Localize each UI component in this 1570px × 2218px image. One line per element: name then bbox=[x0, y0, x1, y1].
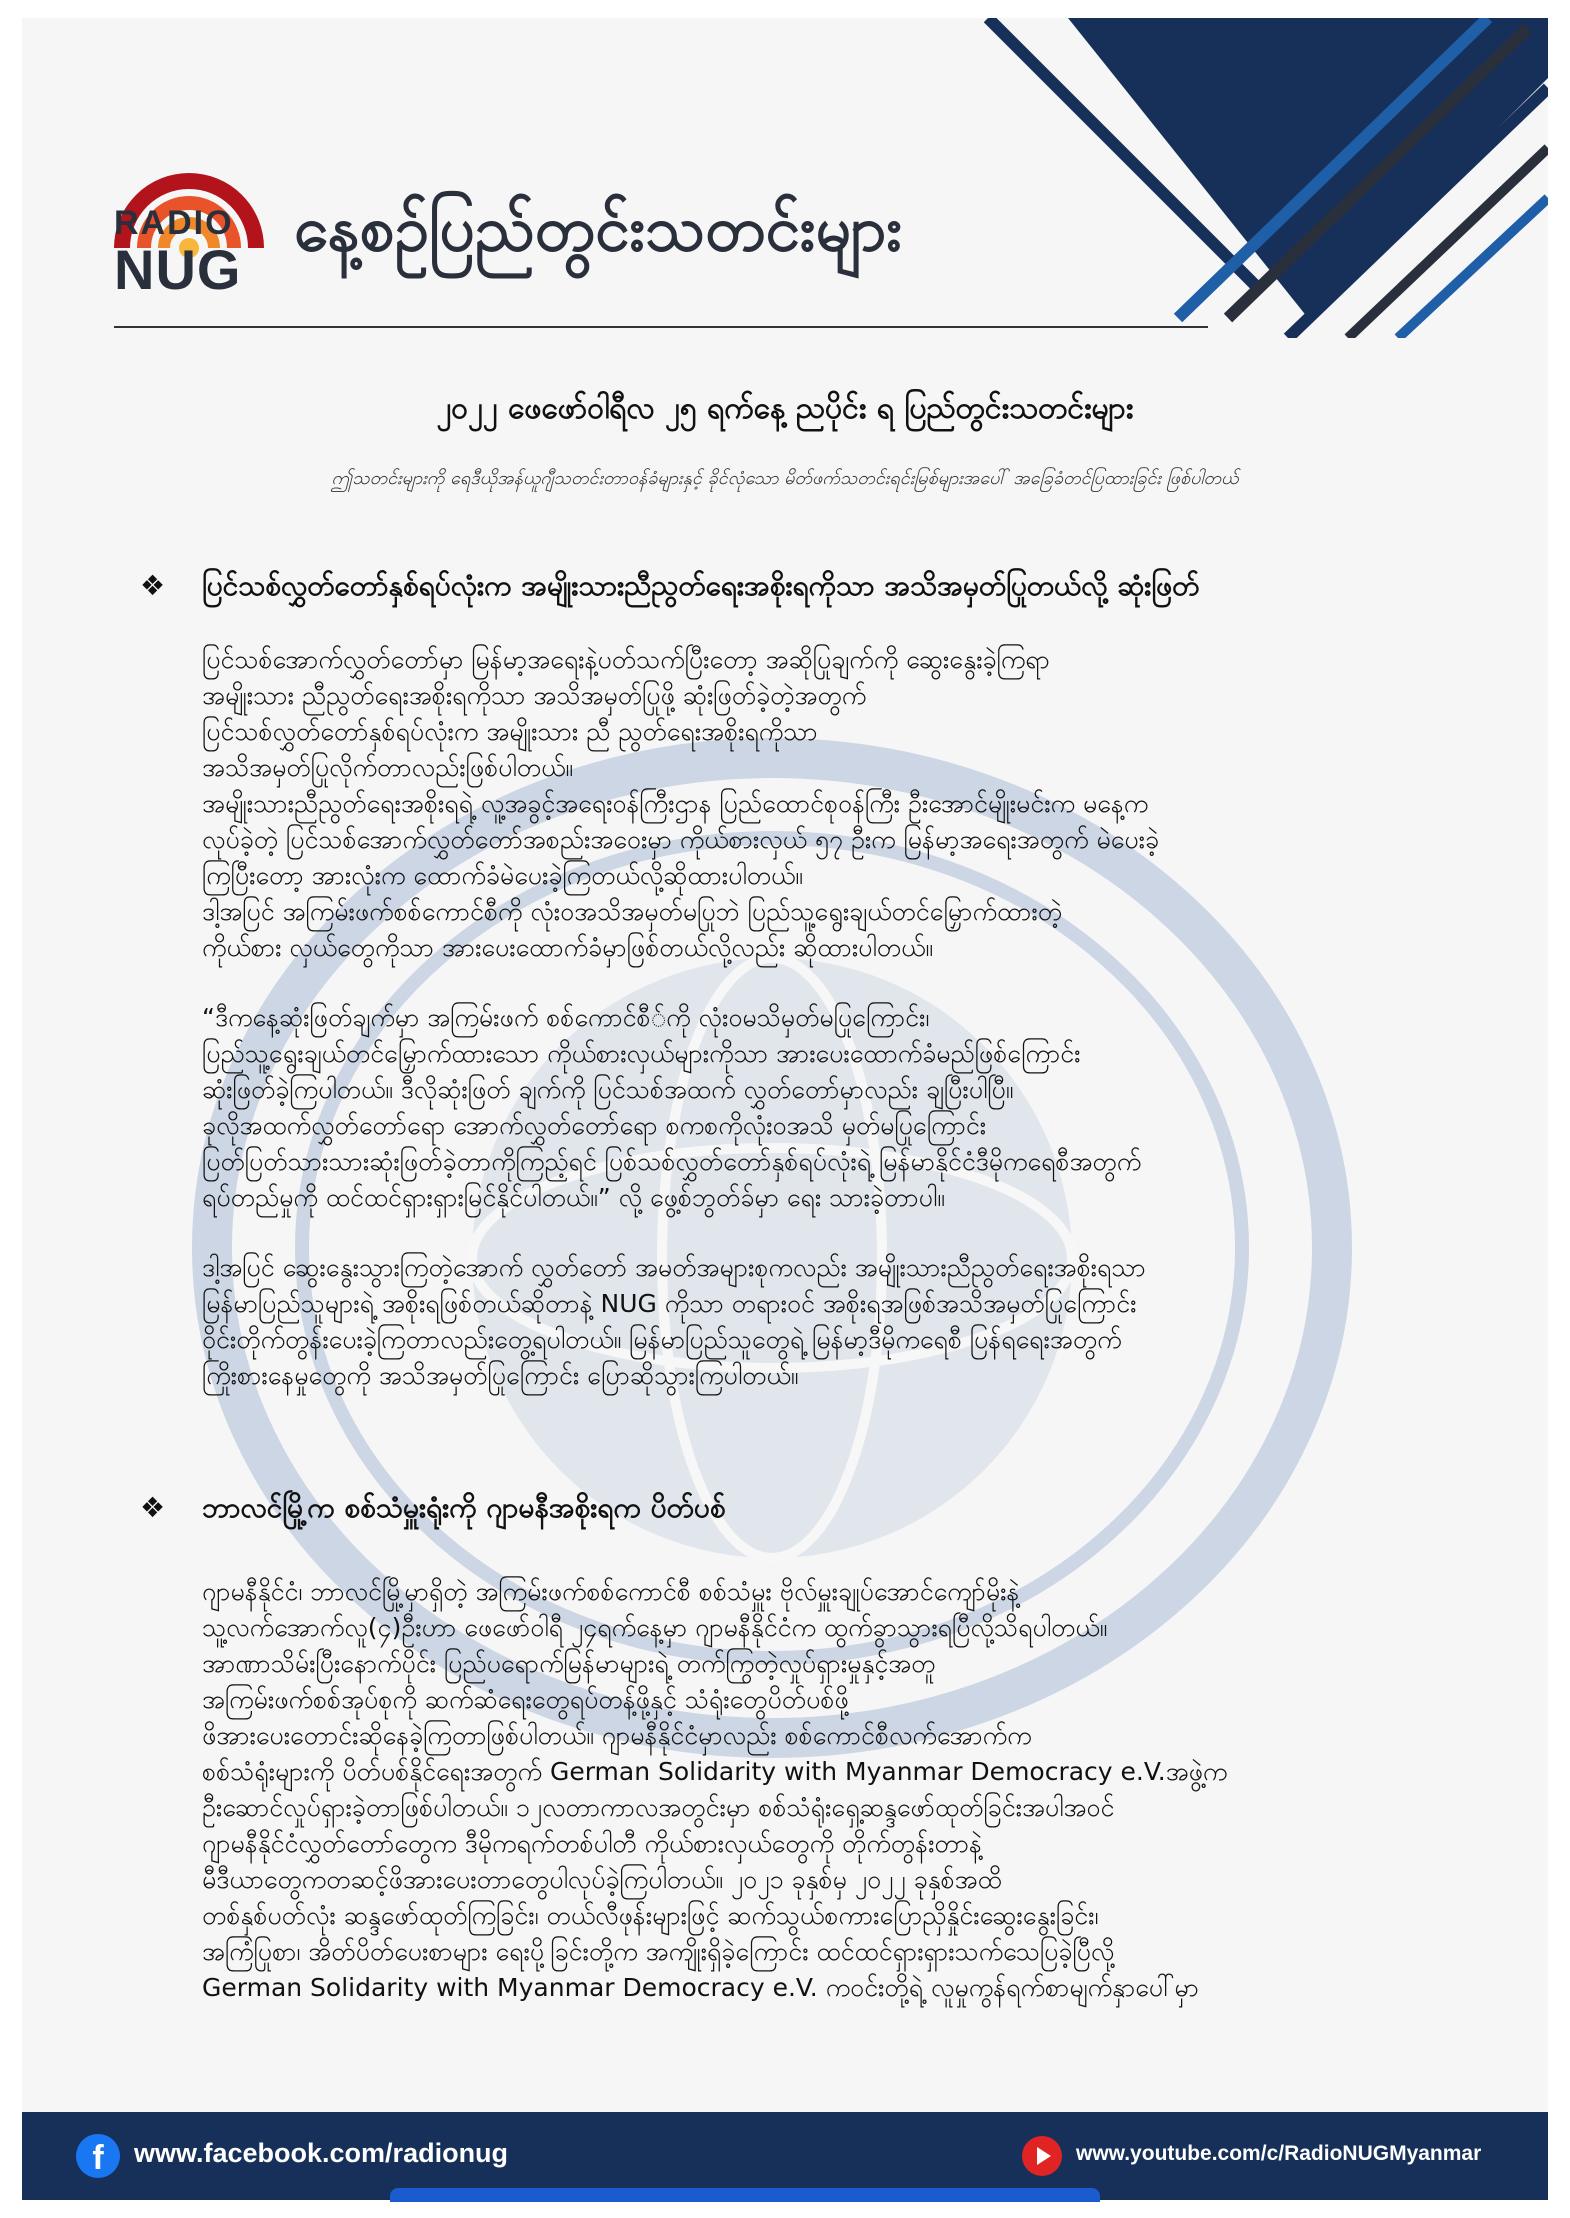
text-line: မီဒီယာတွေကတဆင့်ဖိအားပေးတာတွေပါလုပ်ခဲ့ကြပါတယ်။ ၂၀၂၁ ခုနှစ်မှ ၂၀၂၂ ခုနှစ်အထိ bbox=[202, 1865, 1002, 1894]
section-1-heading: ပြင်သစ်လွှတ်တော်နှစ်ရပ်လုံးက အမျိုးသားညီညွတ်ရေးအစိုးရကိုသာ အသိအမှတ်ပြုတယ်လို့ ဆုံးဖြတ် bbox=[202, 569, 1200, 602]
corner-decoration bbox=[928, 18, 1548, 338]
logo-line-nug: NUG bbox=[114, 238, 242, 301]
news-section-1 bbox=[140, 566, 1480, 1394]
text-line: စစ်သံရုံးများကို ပိတ်ပစ်နိုင်ရေးအတွက် German Solidarity with Myanmar Democracy e.V.အဖွဲ့က bbox=[202, 1757, 1228, 1786]
text-line: တစ်နှစ်ပတ်လုံး ဆန္ဒဖော်ထုတ်ကြခြင်း၊ တယ်လီဖုန်းများဖြင့် ဆက်သွယ်စကားပြောညှိနှိုင်းဆွေးနွေးခြင်း၊ bbox=[202, 1901, 1099, 1930]
text-line: အမျိုးသား ညီညွတ်ရေးအစိုးရကိုသာ အသိအမှတ်ပြုဖို့ ဆုံးဖြတ်ခဲ့တဲ့အတွက် bbox=[202, 681, 867, 710]
text-line: ဒါ့အပြင် အကြမ်းဖက်စစ်ကောင်စီကို လုံးဝအသိအမှတ်မပြုဘဲ ပြည်သူ့ရွေးချယ်တင်မြှောက်ထားတဲ့ bbox=[202, 897, 1063, 926]
document-page bbox=[22, 18, 1548, 2200]
section-2-bullet: ❖ bbox=[140, 1491, 166, 1524]
text-line: German Solidarity with Myanmar Democracy e.V. ကဝင်းတို့ရဲ့ လူမှုကွန်ရက်စာမျက်နှာပေါ်မှာ bbox=[202, 1973, 1199, 2002]
text-line: ကိုယ်စား လှယ်တွေကိုသာ အားပေးထောက်ခံမှာဖြစ်တယ်လို့လည်း ဆိုထားပါတယ်။ bbox=[202, 933, 933, 962]
section-2-heading: ဘာလင်မြို့က စစ်သံမှူးရုံးကို ဂျာမနီအစိုးရက ပိတ်ပစ် bbox=[202, 1491, 726, 1524]
text-line: ဝိုင်းတိုက်တွန်းပေးခဲ့ကြတာလည်းတွေ့ရပါတယ်။ မြန်မာပြည်သူတွေရဲ့ မြန်မာ့ဒီမိုကရေစီ ပြန်ရရေးအတွက် bbox=[202, 1325, 1122, 1354]
text-line: သူ့လက်အောက်လူ(၄)ဦးဟာ ဖေဖော်ဝါရီ ၂၄ရက်နေ့မှာ ဂျာမနီနိုင်ငံက ထွက်ခွာသွားရပြီလို့သိရပါတယ်။ bbox=[202, 1613, 1108, 1642]
footer-tab-decoration bbox=[390, 2188, 1100, 2202]
text-line: ကြပြီးတော့ အားလုံးက ထောက်ခံမဲပေးခဲ့ကြတယ်လို့ဆိုထားပါတယ်။ bbox=[202, 861, 803, 890]
text-line: ပြည်သူ့ရွေးချယ်တင်မြှောက်ထားသော ကိုယ်စားလှယ်များကိုသာ အားပေးထောက်ခံမည်ဖြစ်ကြောင်း bbox=[202, 1039, 1081, 1068]
section-1-bullet: ❖ bbox=[140, 569, 166, 602]
source-note: ဤသတင်းများကို ရေဒီယိုအန်ယူဂျီသတင်းတာဝန်ခံများနှင့် ခိုင်လုံသော မိတ်ဖက်သတင်းရင်းမြစ်များအပေါ် အခြေခံတင်ပြထားခြင်း ဖြစ်ပါတယ် bbox=[331, 468, 1239, 489]
text-line: လုပ်ခဲ့တဲ့ ပြင်သစ်အောက်လွှတ်တော်အစည်းအဝေးမှာ ကိုယ်စားလှယ် ၅၇ ဦးက မြန်မာ့အရေးအတွက် မဲပေးခဲ့ bbox=[202, 825, 1160, 854]
youtube-link[interactable]: www.youtube.com/c/RadioNUGMyanmar bbox=[1076, 2142, 1482, 2165]
text-line: အကြမ်းဖက်စစ်အုပ်စုကို ဆက်ဆံရေးတွေရပ်တန့်ဖို့နှင့် သံရုံးတွေပိတ်ပစ်ဖို့ bbox=[202, 1685, 849, 1714]
logo-wordmark bbox=[114, 204, 264, 301]
footer-bar bbox=[22, 2112, 1548, 2200]
text-line: ဂျာမနီနိုင်ငံ၊ ဘာလင်မြို့မှာရှိတဲ့ အကြမ်းဖက်စစ်ကောင်စီ စစ်သံမှူး ဗိုလ်မှူးချုပ်အောင်ကျော်မိုးနဲ့ bbox=[202, 1577, 1020, 1606]
section-1-title bbox=[140, 566, 1480, 606]
text-line: ပြင်သစ်အောက်လွှတ်တော်မှာ မြန်မာ့အရေးနဲ့ပတ်သက်ပြီးတော့ အဆိုပြုချက်ကို ဆွေးနွေးခဲ့ကြရာ bbox=[202, 645, 1050, 674]
text-line: “ဒီကနေ့ဆုံးဖြတ်ချက်မှာ အကြမ်းဖက် စစ်ကောင်စီ်ကို လုံးဝမသိမှတ်မပြုကြောင်း၊ bbox=[202, 1003, 930, 1032]
text-line: မြန်မာပြည်သူများရဲ့ အစိုးရဖြစ်တယ်ဆိုတာနဲ့ NUG ကိုသာ တရားဝင် အစိုးရအဖြစ်အသိအမှတ်ပြုကြောင်း bbox=[202, 1289, 1137, 1318]
news-date-headline: ၂၀၂၂ ဖေဖော်ဝါရီလ ၂၅ ရက်နေ့ ညပိုင်း ရ ပြည်တွင်းသတင်းများ bbox=[436, 391, 1134, 426]
header-divider bbox=[114, 326, 1208, 328]
section-1-paragraph-3 bbox=[202, 1250, 1474, 1394]
text-line: ဖိအားပေးတောင်းဆိုနေခဲ့ကြတာဖြစ်ပါတယ်။ ဂျာမနီနိုင်ငံမှာလည်း စစ်ကောင်စီလက်အောက်က bbox=[202, 1721, 1032, 1750]
facebook-link[interactable]: www.facebook.com/radionug bbox=[134, 2138, 509, 2168]
section-1-paragraph-1 bbox=[202, 642, 1474, 966]
text-line: ကြိုးစားနေမှုတွေကို အသိအမှတ်ပြုကြောင်း ပြောဆိုသွားကြပါတယ်။ bbox=[202, 1361, 799, 1390]
text-line: ပြင်သစ်လွှတ်တော်နှစ်ရပ်လုံးက အမျိုးသား ညီ ညွတ်ရေးအစိုးရကိုသာ bbox=[202, 717, 818, 746]
news-section-2 bbox=[140, 1488, 1480, 2006]
text-line: အမျိုးသားညီညွတ်ရေးအစိုးရရဲ့ လူ့အခွင့်အရေးဝန်ကြီးဌာန ပြည်ထောင်စုဝန်ကြီး ဦးအောင်မျိုးမင်းက မနေ့က bbox=[202, 789, 1149, 818]
text-line: အကြံပြုစာ၊ အိတ်ပိတ်ပေးစာများ ရေးပို့ခြင်းတို့က အကျိုးရှိခဲ့ကြောင်း ထင်ထင်ရှားရှားသက်သေပြခဲ့ပြီလို့ bbox=[202, 1937, 1115, 1966]
text-line: ဂျာမနီနိုင်ငံလွှတ်တော်တွေက ဒီမိုကရက်တစ်ပါတီ ကိုယ်စားလှယ်တွေကို တိုက်တွန်းတာနဲ့ bbox=[202, 1829, 982, 1858]
section-2-title bbox=[140, 1488, 1480, 1528]
text-line: ဦးဆောင်လှုပ်ရှားခဲ့တာဖြစ်ပါတယ်။ ၁၂လတာကာလအတွင်းမှာ စစ်သံရုံးရှေ့ဆန္ဒဖော်ထုတ်ခြင်းအပါအဝင် bbox=[202, 1793, 1115, 1822]
section-1-paragraph-2 bbox=[202, 1000, 1474, 1216]
section-2-paragraph-1 bbox=[202, 1574, 1474, 2006]
text-line: ရပ်တည်မှုကို ထင်ထင်ရှားရှားမြင်နိုင်ပါတယ်။” လို့ ဖွေ့စ်ဘွတ်ခ်မှာ ရေး သားခဲ့တာပါ။ bbox=[202, 1183, 945, 1212]
facebook-icon[interactable]: f bbox=[76, 2134, 120, 2178]
text-line: ဒါ့အပြင် ဆွေးနွေးသွားကြတဲ့အောက် လွှတ်တော် အမတ်အများစုကလည်း အမျိုးသားညီညွတ်ရေးအစိုးရသာ bbox=[202, 1253, 1146, 1282]
text-line: အသိအမှတ်ပြုလိုက်တာလည်းဖြစ်ပါတယ်။ bbox=[202, 753, 573, 782]
text-line: ဆုံးဖြတ်ခဲ့ကြပါတယ်။ ဒီလိုဆုံးဖြတ် ချက်ကို ပြင်သစ်အထက် လွှတ်တော်မှာလည်း ချပြီးပါပြီ။ bbox=[202, 1075, 1014, 1104]
logo-line-radio: RADIO bbox=[114, 204, 234, 242]
text-line: အာဏာသိမ်းပြီးနောက်ပိုင်း ပြည်ပရောက်မြန်မာများရဲ့ တက်ကြွတဲ့လှုပ်ရှားမှုနှင့်အတူ bbox=[202, 1649, 936, 1678]
text-line: ပြတ်ပြတ်သားသားဆုံးဖြတ်ခဲ့တာကိုကြည့်ရင် ပြစ်သစ်လွှတ်တော်နှစ်ရပ်လုံးရဲ့ မြန်မာနိုင်ငံဒီမိုကရေစီအတွက် bbox=[202, 1147, 1142, 1176]
brand-title: နေ့စဉ်ပြည်တွင်းသတင်းများ bbox=[294, 192, 903, 265]
text-line: ခုလိုအထက်လွှတ်တော်ရော အောက်လွှတ်တော်ရော စကစကိုလုံးဝအသိ မှတ်မပြုကြောင်း bbox=[202, 1111, 987, 1140]
youtube-icon[interactable] bbox=[1022, 2136, 1062, 2176]
